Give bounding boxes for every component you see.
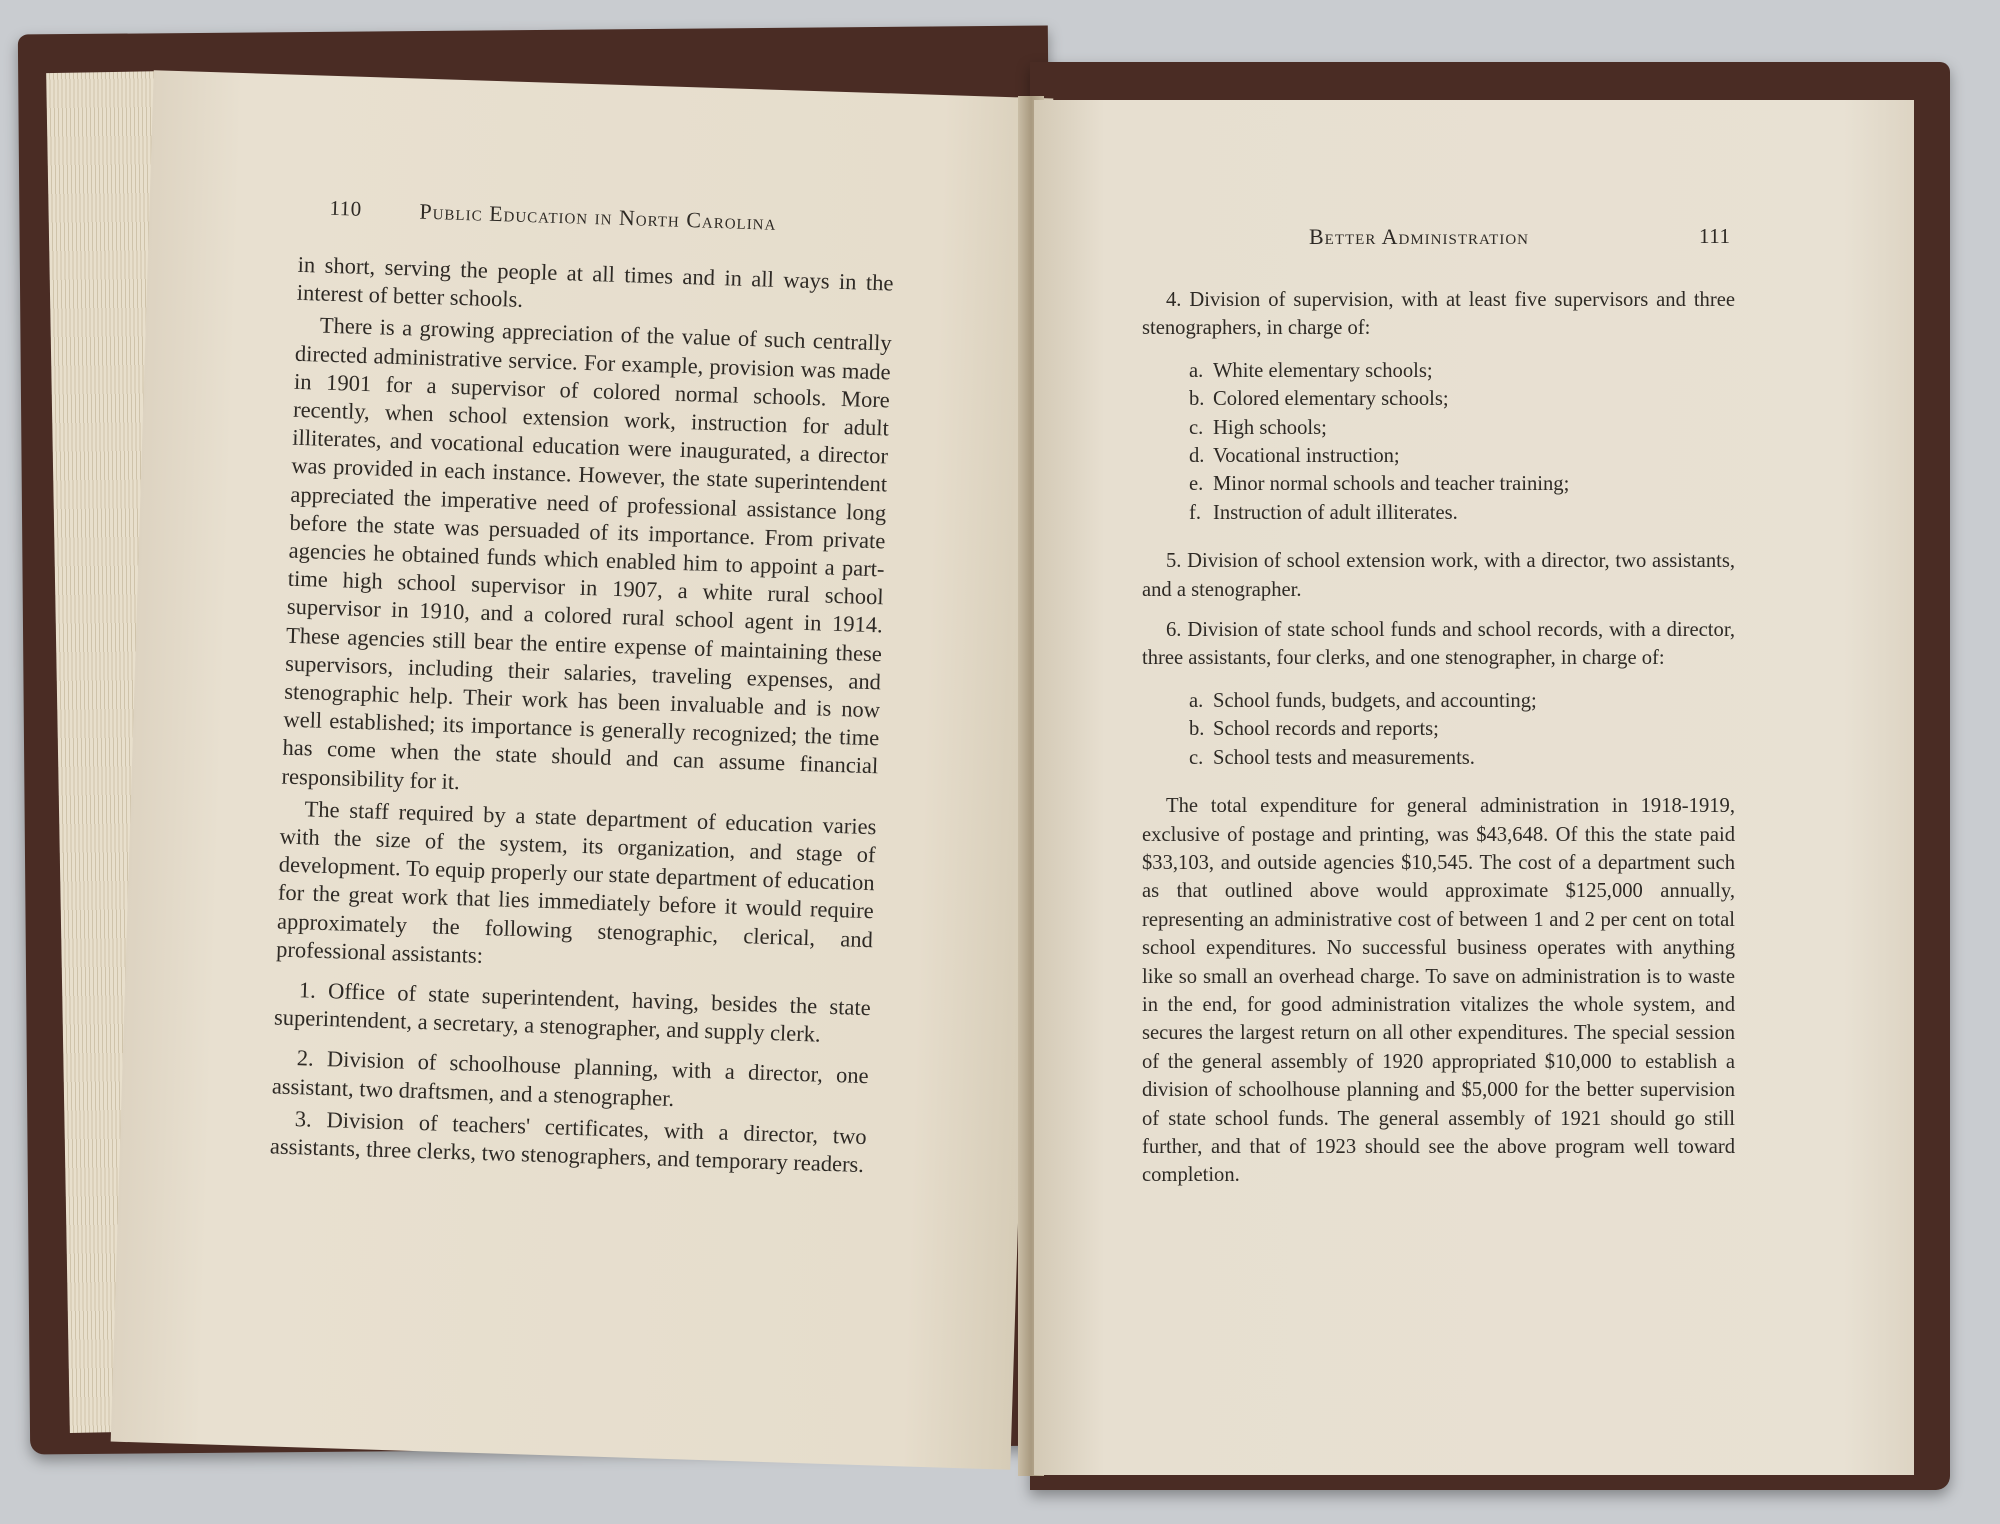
list-item: b. Colored elementary schools;: [1189, 388, 1449, 411]
paragraph: in short, serving the people at all times and in all ways in the interest of better schools.: [296, 251, 894, 313]
list-item: f. Instruction of adult illiterates.: [1189, 501, 1458, 524]
list-item: d. Vocational instruction;: [1189, 445, 1400, 468]
list-item: c. School tests and measurements.: [1189, 746, 1475, 769]
left-page-body: [270, 251, 894, 1180]
right-page: [1034, 100, 1914, 1475]
paragraph: There is a growing appreciation of the value of such centrally directed administrative service. For example, provision was made in 1901 for a supervisor of colored normal schools. More recently, when school extension work, instruction for adult illiterates, and vocational education were inaugurated, a director was provided in each instance. However, the state superintendent appreciated the imperative need of professional assistance long before the state was persuaded of its importance. From private agencies he obtained funds which enabled him to appoint a part-time high school supervisor in 1907, a white rural school supervisor in 1910, and a colored rural school agent in 1914. These agencies still bear the entire expense of maintaining these supervisors, including their salaries, traveling expenses, and stenographic help. Their work has been invaluable and is now well established; its importance is generally recognized; the time has come when the state should and can assume financial responsibility for it.: [281, 312, 892, 794]
list-item: a. White elementary schools;: [1189, 359, 1433, 382]
list-item: c. High schools;: [1189, 416, 1327, 439]
division-5: 5. Division of school extension work, with a director, two assistants, and a stenographer.: [1142, 550, 1735, 601]
paragraph: The staff required by a state department of education varies with the size of the system, its organization, and stage of development. To equip properly our state department of education for the great work that lies immediately before it would require approximately the following stenographic, clerical, and professional assistants:: [275, 796, 877, 968]
list-item: a. School funds, budgets, and accounting;: [1189, 689, 1537, 712]
closing-paragraph: The total expenditure for general administration in 1918-1919, exclusive of postage and printing, was $43,648. Of this the state paid $33,103, and outside agencies $10,545. The cost of a department such as that outlined above would approximate $125,000 annually, representing an administrative cost of between 1 and 2 per cent on total school expenditures. No successful business operates with anything like so small an overhead charge. To save on administration is to waste in the end, for good administration vitalizes the whole system, and secures the largest return on all other expenditures. The special session of the general assembly of 1920 appropriated $10,000 to establish a division of schoolhouse planning and $5,000 for the better supervision of state school funds. The general assembly of 1921 should go still further, and that of 1923 should see the above program well toward completion.: [1142, 795, 1735, 1187]
list-item: e. Minor normal schools and teacher training;: [1189, 473, 1570, 496]
right-page-body: [1142, 286, 1735, 1190]
list-item: 3. Division of teachers' certificates, with a director, two assistants, three clerks, two stenographers, and temporary readers.: [269, 1106, 868, 1178]
division-4: 4. Division of supervision, with at least five supervisors and three stenographers, in charge of:: [1142, 289, 1735, 340]
right-running-head: [1034, 224, 1914, 264]
left-running-head: [149, 190, 1050, 258]
left-page: [111, 70, 1054, 1470]
division-4-list: [1142, 357, 1735, 527]
right-running-head-title: Better Administration: [1309, 224, 1529, 249]
list-item: b. School records and reports;: [1189, 718, 1439, 741]
list-item: 1. Office of state superintendent, having, besides the state superintendent, a secretary, a stenographer, and supply clerk.: [273, 977, 872, 1047]
right-page-number: 111: [1699, 224, 1731, 248]
division-6: 6. Division of state school funds and school records, with a director, three assistants, four clerks, and one stenographer, in charge of:: [1142, 619, 1735, 670]
list-item: 2. Division of schoolhouse planning, with a director, one assistant, two draftsmen, and a stenographer.: [271, 1045, 869, 1111]
left-page-number: 110: [329, 195, 363, 221]
division-6-list: [1142, 687, 1735, 772]
left-running-head-title: Public Education in North Carolina: [419, 198, 777, 235]
